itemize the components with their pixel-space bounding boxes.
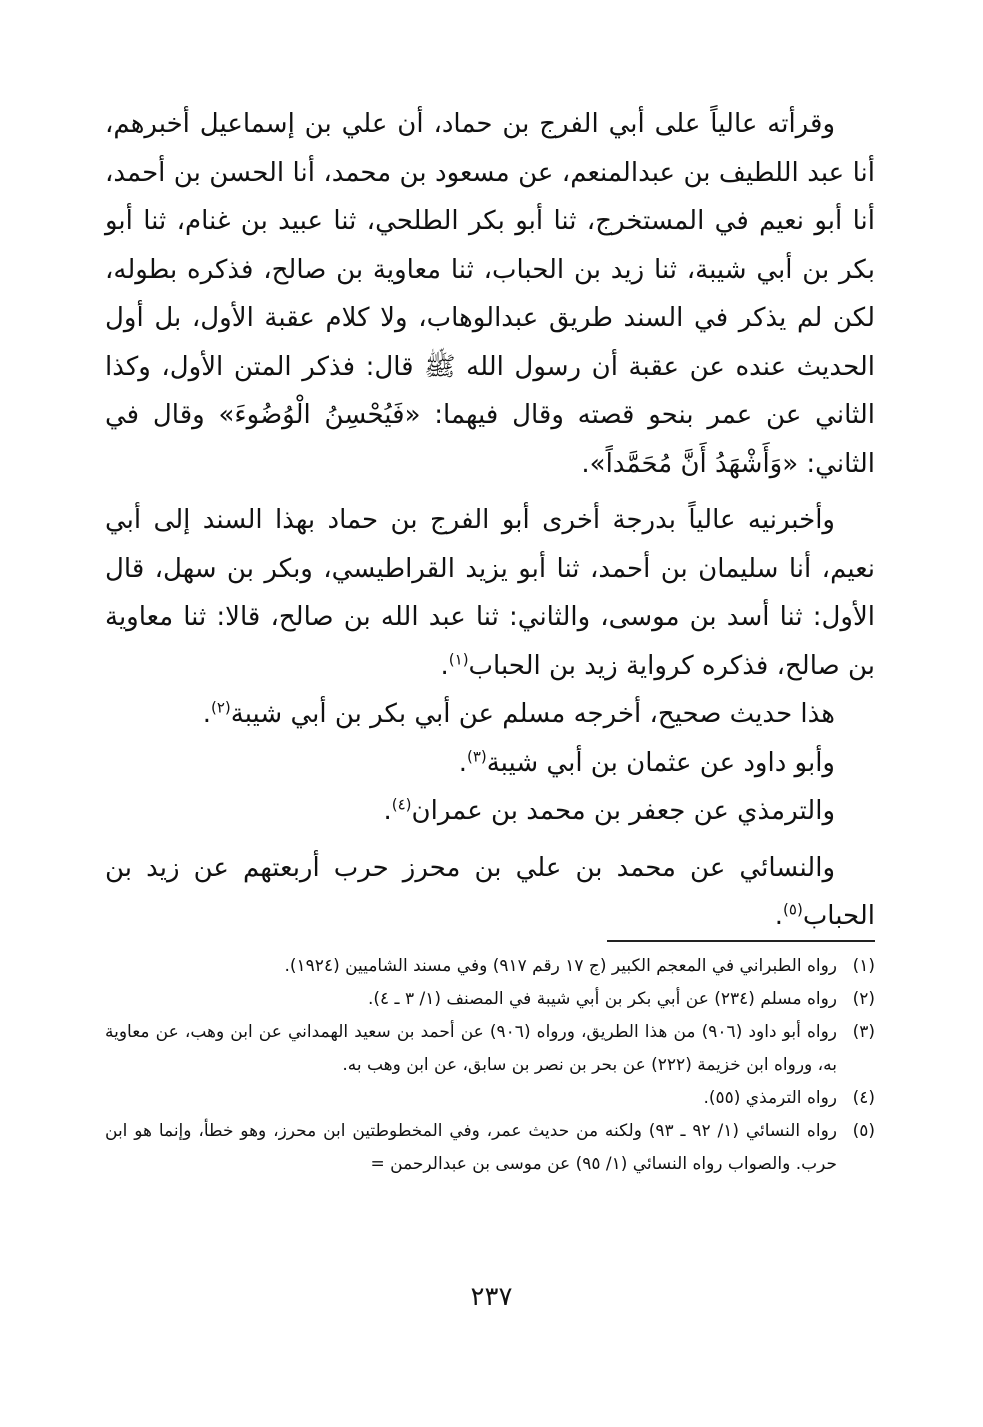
footnote-text: رواه الترمذي (٥٥). bbox=[703, 1088, 837, 1108]
footnote-2 bbox=[105, 983, 875, 1016]
footnote-text: رواه مسلم (٢٣٤) عن أبي بكر بن أبي شيبة في المصنف (١/ ٣ ـ ٤). bbox=[367, 989, 837, 1009]
period: . bbox=[440, 650, 449, 681]
footnote-text: رواه أبو داود (٩٠٦) من هذا الطريق، ورواه (٩٠٦) عن أحمد بن سعيد الهمداني عن ابن وهب، عن معاوية به، ورواه ابن خزيمة (٢٢٢) عن بحر بن نصر بن سابق، عن ابن وهب به. bbox=[105, 1022, 838, 1075]
footnote-text: رواه النسائي (١/ ٩٢ ـ ٩٣) ولكنه من حديث عمر، وفي المخطوطتين ابن محرز، وهو خطأ، وإنما هو ابن حرب. والصواب رواه النسائي (١/ ٩٥) عن موسى بن عبدالرحمن = bbox=[105, 1121, 837, 1174]
footnote-number: (٤) bbox=[852, 1088, 875, 1108]
paragraph-5 bbox=[105, 787, 875, 836]
paragraph-6 bbox=[105, 844, 875, 941]
footnote-number: (١) bbox=[852, 956, 875, 976]
paragraph-1: وقرأته عالياً على أبي الفرج بن حماد، أن علي بن إسماعيل أخبرهم، أنا عبد اللطيف بن عبدالمنعم، عن مسعود بن محمد، أنا الحسن بن أحمد، أنا أبو نعيم في المستخرج، ثنا أبو بكر الطلحي، ثنا عبيد بن غنام، ثنا أبو بكر بن أبي شيبة، ثنا زيد بن الحباب، ثنا معاوية بن صالح، فذكره بطوله، لكن لم يذكر في السند طريق عبدالوهاب، ولا كلام عقبة الأول، بل أول الحديث عنده عن عقبة أن رسول الله ﷺ قال: فذكر المتن الأول، وكذا الثاني عن عمر بنحو قصته وقال فيهما: «فَيُحْسِنُ الْوُضُوءَ» وقال في الثاني: «وَأَشْهَدُ أَنَّ مُحَمَّداً». bbox=[105, 109, 875, 479]
main-text bbox=[105, 100, 875, 941]
footnote-3 bbox=[105, 1016, 875, 1082]
footnote-ref-4[interactable]: (٤) bbox=[391, 795, 412, 814]
footnote-number: (٣) bbox=[852, 1022, 875, 1042]
period: . bbox=[202, 699, 211, 729]
footnote-text: رواه الطبراني في المعجم الكبير (ج ١٧ رقم ٩١٧) وفي مسند الشاميين (١٩٢٤). bbox=[284, 956, 837, 976]
footnote-4 bbox=[105, 1082, 875, 1115]
footnote-ref-2[interactable]: (٢) bbox=[210, 698, 231, 717]
period: . bbox=[458, 747, 467, 778]
paragraph-2-text: وأخبرنيه عالياً بدرجة أخرى أبو الفرج بن حماد بهذا السند إلى أبي نعيم، أنا سليمان بن أحمد، ثنا أبو يزيد القراطيسي، وبكر بن سهل، قال الأول: ثنا أسد بن موسى، والثاني: ثنا عبد الله بن صالح، قالا: ثنا معاوية بن صالح، فذكره كرواية زيد بن الحباب bbox=[105, 505, 875, 681]
footnote-ref-5[interactable]: (٥) bbox=[783, 900, 803, 919]
paragraph-4-text: وأبو داود عن عثمان بن أبي شيبة bbox=[486, 747, 835, 778]
period: . bbox=[774, 901, 784, 931]
footnote-5 bbox=[105, 1115, 875, 1181]
footnote-separator bbox=[607, 940, 875, 942]
footnote-ref-1[interactable]: (١) bbox=[448, 649, 469, 668]
paragraph-6-text: والنسائي عن محمد بن علي بن محرز حرب أربعتهم عن زيد بن الحباب bbox=[105, 852, 875, 931]
paragraph-5-text: والترمذي عن جعفر بن محمد بن عمران bbox=[411, 796, 835, 826]
footnote-ref-3[interactable]: (٣) bbox=[466, 746, 487, 765]
paragraph-3-text: هذا حديث صحيح، أخرجه مسلم عن أبي بكر بن أبي شيبة bbox=[230, 699, 835, 729]
footnote-1 bbox=[105, 950, 875, 983]
footnote-number: (٥) bbox=[852, 1121, 875, 1141]
paragraph-2 bbox=[105, 496, 875, 690]
footnotes bbox=[105, 950, 875, 1181]
period: . bbox=[383, 796, 392, 826]
paragraph-4 bbox=[105, 739, 875, 788]
page-number: ٢٣٧ bbox=[470, 1282, 513, 1312]
footnote-number: (٢) bbox=[852, 989, 875, 1009]
paragraph-3 bbox=[105, 690, 875, 739]
